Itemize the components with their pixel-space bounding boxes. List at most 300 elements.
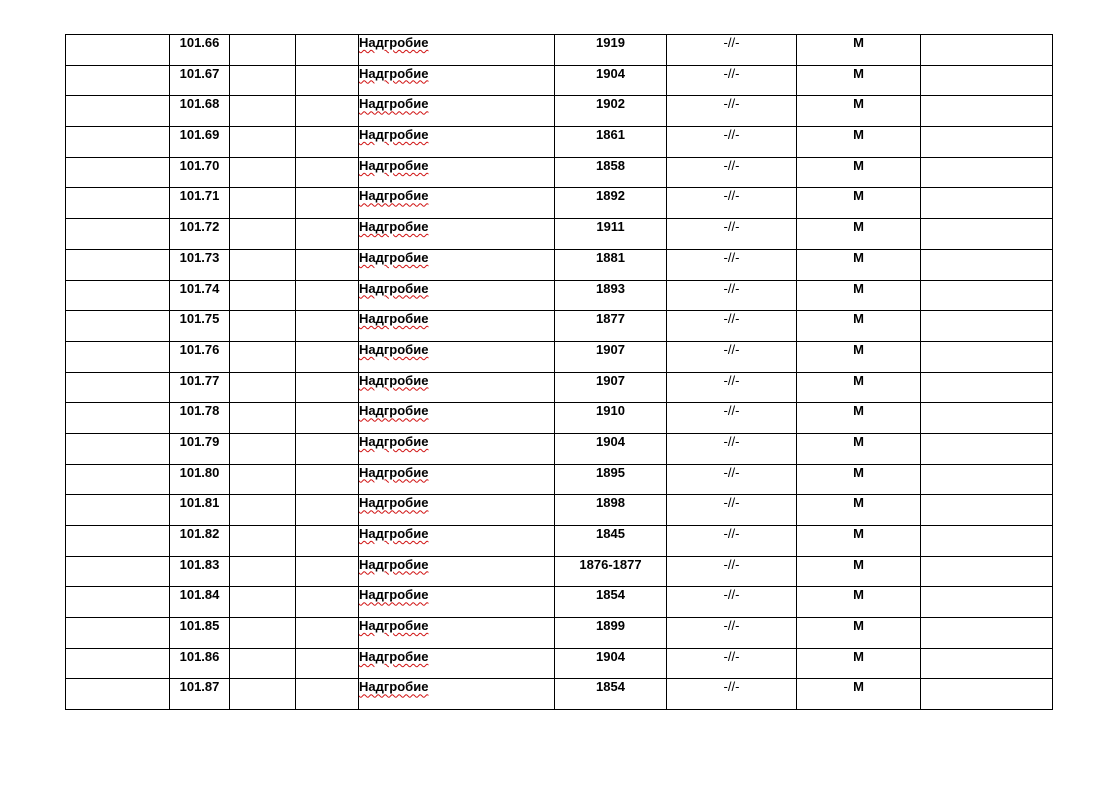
empty-cell bbox=[230, 403, 296, 434]
category-cell bbox=[797, 280, 921, 311]
empty-cell bbox=[230, 249, 296, 280]
empty-cell bbox=[230, 35, 296, 66]
empty-cell bbox=[296, 280, 359, 311]
date-text: 1904 bbox=[596, 65, 625, 81]
date-text: 1904 bbox=[596, 648, 625, 664]
date-text: 1861 bbox=[596, 127, 625, 143]
date-text: 1907 bbox=[596, 341, 625, 357]
object-name-cell bbox=[359, 495, 555, 526]
category-text: М bbox=[853, 679, 864, 695]
empty-cell bbox=[296, 648, 359, 679]
empty-cell-last bbox=[921, 96, 1053, 127]
ditto-cell bbox=[667, 127, 797, 158]
empty-cell-first bbox=[66, 587, 170, 618]
table-row bbox=[66, 556, 1053, 587]
date-text: 1854 bbox=[596, 679, 625, 695]
category-cell bbox=[797, 157, 921, 188]
inventory-number-cell bbox=[170, 35, 230, 66]
object-name-cell bbox=[359, 341, 555, 372]
ditto-text: -//- bbox=[723, 311, 740, 327]
empty-cell bbox=[296, 464, 359, 495]
empty-cell-last bbox=[921, 372, 1053, 403]
ditto-cell bbox=[667, 188, 797, 219]
date-text: 1854 bbox=[596, 587, 625, 603]
category-cell bbox=[797, 65, 921, 96]
empty-cell-last bbox=[921, 556, 1053, 587]
object-name-cell bbox=[359, 372, 555, 403]
empty-cell bbox=[296, 556, 359, 587]
ditto-text: -//- bbox=[723, 188, 740, 204]
inventory-number-cell bbox=[170, 556, 230, 587]
date-cell bbox=[555, 157, 667, 188]
empty-cell bbox=[230, 341, 296, 372]
category-cell bbox=[797, 587, 921, 618]
object-name-text: Надгробие bbox=[359, 157, 429, 173]
ditto-cell bbox=[667, 648, 797, 679]
ditto-text: -//- bbox=[723, 219, 740, 235]
object-name-cell bbox=[359, 219, 555, 250]
object-name-text: Надгробие bbox=[359, 35, 429, 50]
object-name-text: Надгробие bbox=[359, 65, 429, 81]
ditto-cell bbox=[667, 403, 797, 434]
empty-cell bbox=[296, 433, 359, 464]
category-text: М bbox=[853, 372, 864, 388]
object-name-cell bbox=[359, 403, 555, 434]
date-text: 1892 bbox=[596, 188, 625, 204]
inventory-number-cell bbox=[170, 464, 230, 495]
empty-cell bbox=[230, 65, 296, 96]
inventory-number-text: 101.82 bbox=[179, 526, 220, 541]
date-cell bbox=[555, 679, 667, 710]
object-name-cell bbox=[359, 157, 555, 188]
empty-cell bbox=[230, 526, 296, 557]
empty-cell-last bbox=[921, 495, 1053, 526]
empty-cell-last bbox=[921, 311, 1053, 342]
table-row bbox=[66, 403, 1053, 434]
inventory-number-cell bbox=[170, 219, 230, 250]
ditto-text: -//- bbox=[723, 96, 740, 112]
empty-cell bbox=[230, 556, 296, 587]
empty-cell-first bbox=[66, 464, 170, 495]
ditto-cell bbox=[667, 433, 797, 464]
object-name-cell bbox=[359, 96, 555, 127]
ditto-text: -//- bbox=[723, 556, 740, 572]
empty-cell-last bbox=[921, 35, 1053, 66]
table-row bbox=[66, 65, 1053, 96]
category-text: М bbox=[853, 433, 864, 449]
inventory-number-cell bbox=[170, 648, 230, 679]
ditto-cell bbox=[667, 219, 797, 250]
category-cell bbox=[797, 495, 921, 526]
ditto-cell bbox=[667, 280, 797, 311]
object-name-text: Надгробие bbox=[359, 219, 429, 235]
empty-cell bbox=[296, 495, 359, 526]
date-text: 1845 bbox=[596, 526, 625, 541]
inventory-number-cell bbox=[170, 157, 230, 188]
empty-cell-first bbox=[66, 127, 170, 158]
table-row bbox=[66, 648, 1053, 679]
category-text: М bbox=[853, 648, 864, 664]
empty-cell-last bbox=[921, 65, 1053, 96]
category-text: М bbox=[853, 219, 864, 235]
date-cell bbox=[555, 311, 667, 342]
empty-cell bbox=[296, 127, 359, 158]
object-name-text: Надгробие bbox=[359, 556, 429, 572]
table-row bbox=[66, 526, 1053, 557]
inventory-number-text: 101.75 bbox=[179, 311, 220, 327]
monuments-table bbox=[65, 34, 1053, 710]
category-text: М bbox=[853, 249, 864, 265]
inventory-number-text: 101.66 bbox=[179, 35, 220, 50]
ditto-cell bbox=[667, 587, 797, 618]
category-text: М bbox=[853, 65, 864, 81]
empty-cell bbox=[296, 157, 359, 188]
table-body bbox=[66, 35, 1053, 710]
table-row bbox=[66, 35, 1053, 66]
object-name-text: Надгробие bbox=[359, 341, 429, 357]
object-name-text: Надгробие bbox=[359, 96, 429, 112]
ditto-text: -//- bbox=[723, 587, 740, 603]
date-text: 1919 bbox=[596, 35, 625, 50]
empty-cell bbox=[296, 587, 359, 618]
category-text: М bbox=[853, 311, 864, 327]
inventory-number-cell bbox=[170, 127, 230, 158]
ditto-text: -//- bbox=[723, 65, 740, 81]
inventory-number-cell bbox=[170, 280, 230, 311]
object-name-cell bbox=[359, 433, 555, 464]
empty-cell bbox=[230, 127, 296, 158]
ditto-text: -//- bbox=[723, 433, 740, 449]
empty-cell-first bbox=[66, 249, 170, 280]
empty-cell bbox=[296, 403, 359, 434]
empty-cell-first bbox=[66, 341, 170, 372]
ditto-cell bbox=[667, 65, 797, 96]
ditto-cell bbox=[667, 495, 797, 526]
date-text: 1907 bbox=[596, 372, 625, 388]
category-cell bbox=[797, 648, 921, 679]
table-row bbox=[66, 127, 1053, 158]
date-cell bbox=[555, 464, 667, 495]
object-name-text: Надгробие bbox=[359, 311, 429, 327]
inventory-number-cell bbox=[170, 96, 230, 127]
table-row bbox=[66, 464, 1053, 495]
empty-cell bbox=[230, 311, 296, 342]
date-cell bbox=[555, 65, 667, 96]
empty-cell-first bbox=[66, 495, 170, 526]
empty-cell bbox=[296, 618, 359, 649]
object-name-cell bbox=[359, 618, 555, 649]
empty-cell bbox=[230, 587, 296, 618]
object-name-cell bbox=[359, 249, 555, 280]
empty-cell bbox=[230, 280, 296, 311]
inventory-number-text: 101.72 bbox=[179, 219, 220, 235]
inventory-number-text: 101.74 bbox=[179, 280, 220, 296]
object-name-text: Надгробие bbox=[359, 495, 429, 511]
table-row bbox=[66, 495, 1053, 526]
category-text: М bbox=[853, 464, 864, 480]
inventory-number-text: 101.80 bbox=[179, 464, 220, 480]
ditto-text: -//- bbox=[723, 403, 740, 419]
inventory-number-text: 101.87 bbox=[179, 679, 220, 695]
date-text: 1904 bbox=[596, 433, 625, 449]
date-text: 1902 bbox=[596, 96, 625, 112]
category-cell bbox=[797, 618, 921, 649]
ditto-cell bbox=[667, 679, 797, 710]
table-row bbox=[66, 587, 1053, 618]
empty-cell-first bbox=[66, 556, 170, 587]
table-row bbox=[66, 372, 1053, 403]
date-cell bbox=[555, 35, 667, 66]
empty-cell bbox=[296, 372, 359, 403]
ditto-cell bbox=[667, 96, 797, 127]
empty-cell bbox=[296, 679, 359, 710]
empty-cell bbox=[296, 96, 359, 127]
ditto-cell bbox=[667, 157, 797, 188]
empty-cell-last bbox=[921, 341, 1053, 372]
inventory-number-cell bbox=[170, 403, 230, 434]
inventory-number-cell bbox=[170, 679, 230, 710]
category-cell bbox=[797, 433, 921, 464]
object-name-text: Надгробие bbox=[359, 679, 429, 695]
table-row bbox=[66, 311, 1053, 342]
object-name-text: Надгробие bbox=[359, 249, 429, 265]
category-text: М bbox=[853, 341, 864, 357]
table-row bbox=[66, 433, 1053, 464]
object-name-text: Надгробие bbox=[359, 372, 429, 388]
empty-cell bbox=[296, 249, 359, 280]
empty-cell-first bbox=[66, 433, 170, 464]
date-text: 1877 bbox=[596, 311, 625, 327]
empty-cell-first bbox=[66, 157, 170, 188]
category-cell bbox=[797, 556, 921, 587]
inventory-number-cell bbox=[170, 311, 230, 342]
ditto-text: -//- bbox=[723, 679, 740, 695]
object-name-cell bbox=[359, 188, 555, 219]
empty-cell-last bbox=[921, 648, 1053, 679]
date-text: 1910 bbox=[596, 403, 625, 419]
object-name-text: Надгробие bbox=[359, 188, 429, 204]
empty-cell bbox=[230, 96, 296, 127]
table-row bbox=[66, 618, 1053, 649]
empty-cell-first bbox=[66, 526, 170, 557]
category-cell bbox=[797, 219, 921, 250]
date-cell bbox=[555, 648, 667, 679]
ditto-cell bbox=[667, 35, 797, 66]
inventory-number-cell bbox=[170, 618, 230, 649]
ditto-cell bbox=[667, 249, 797, 280]
object-name-cell bbox=[359, 65, 555, 96]
ditto-text: -//- bbox=[723, 280, 740, 296]
empty-cell-first bbox=[66, 65, 170, 96]
category-text: М bbox=[853, 280, 864, 296]
date-cell bbox=[555, 280, 667, 311]
object-name-cell bbox=[359, 35, 555, 66]
empty-cell-first bbox=[66, 679, 170, 710]
empty-cell-last bbox=[921, 219, 1053, 250]
table-row bbox=[66, 249, 1053, 280]
category-cell bbox=[797, 679, 921, 710]
category-cell bbox=[797, 526, 921, 557]
category-text: М bbox=[853, 96, 864, 112]
empty-cell bbox=[230, 679, 296, 710]
table-row bbox=[66, 280, 1053, 311]
object-name-text: Надгробие bbox=[359, 433, 429, 449]
date-cell bbox=[555, 188, 667, 219]
object-name-text: Надгробие bbox=[359, 648, 429, 664]
category-text: М bbox=[853, 587, 864, 603]
object-name-text: Надгробие bbox=[359, 618, 429, 634]
date-cell bbox=[555, 433, 667, 464]
category-text: М bbox=[853, 618, 864, 634]
ditto-cell bbox=[667, 556, 797, 587]
ditto-text: -//- bbox=[723, 249, 740, 265]
object-name-cell bbox=[359, 280, 555, 311]
inventory-number-text: 101.83 bbox=[179, 556, 220, 572]
empty-cell-last bbox=[921, 280, 1053, 311]
empty-cell bbox=[296, 526, 359, 557]
inventory-number-cell bbox=[170, 526, 230, 557]
object-name-cell bbox=[359, 587, 555, 618]
empty-cell-last bbox=[921, 403, 1053, 434]
empty-cell-last bbox=[921, 157, 1053, 188]
ditto-text: -//- bbox=[723, 464, 740, 480]
category-text: М bbox=[853, 188, 864, 204]
object-name-text: Надгробие bbox=[359, 127, 429, 143]
date-text: 1899 bbox=[596, 618, 625, 634]
date-cell bbox=[555, 249, 667, 280]
empty-cell bbox=[296, 341, 359, 372]
category-cell bbox=[797, 35, 921, 66]
category-text: М bbox=[853, 556, 864, 572]
object-name-text: Надгробие bbox=[359, 464, 429, 480]
empty-cell bbox=[230, 618, 296, 649]
inventory-number-text: 101.71 bbox=[179, 188, 220, 204]
empty-cell-first bbox=[66, 372, 170, 403]
object-name-text: Надгробие bbox=[359, 403, 429, 419]
category-text: М bbox=[853, 526, 864, 541]
inventory-number-text: 101.68 bbox=[179, 96, 220, 112]
ditto-cell bbox=[667, 341, 797, 372]
empty-cell bbox=[230, 433, 296, 464]
table-row bbox=[66, 219, 1053, 250]
empty-cell bbox=[230, 464, 296, 495]
empty-cell bbox=[296, 65, 359, 96]
date-cell bbox=[555, 403, 667, 434]
ditto-text: -//- bbox=[723, 341, 740, 357]
empty-cell-last bbox=[921, 618, 1053, 649]
ditto-text: -//- bbox=[723, 157, 740, 173]
table-row bbox=[66, 188, 1053, 219]
date-cell bbox=[555, 495, 667, 526]
ditto-cell bbox=[667, 618, 797, 649]
date-text: 1881 bbox=[596, 249, 625, 265]
ditto-text: -//- bbox=[723, 372, 740, 388]
date-text: 1895 bbox=[596, 464, 625, 480]
ditto-text: -//- bbox=[723, 495, 740, 511]
empty-cell-last bbox=[921, 249, 1053, 280]
inventory-number-text: 101.85 bbox=[179, 618, 220, 634]
inventory-number-cell bbox=[170, 65, 230, 96]
ditto-cell bbox=[667, 311, 797, 342]
inventory-number-cell bbox=[170, 587, 230, 618]
inventory-number-cell bbox=[170, 188, 230, 219]
date-text: 1911 bbox=[596, 219, 625, 235]
empty-cell bbox=[230, 188, 296, 219]
category-cell bbox=[797, 311, 921, 342]
ditto-cell bbox=[667, 464, 797, 495]
empty-cell-first bbox=[66, 280, 170, 311]
inventory-number-text: 101.78 bbox=[179, 403, 220, 419]
inventory-number-text: 101.76 bbox=[179, 341, 220, 357]
ditto-text: -//- bbox=[723, 526, 740, 541]
object-name-cell bbox=[359, 464, 555, 495]
date-text: 1893 bbox=[596, 280, 625, 296]
empty-cell bbox=[296, 311, 359, 342]
object-name-cell bbox=[359, 648, 555, 679]
category-cell bbox=[797, 341, 921, 372]
date-cell bbox=[555, 341, 667, 372]
empty-cell bbox=[230, 372, 296, 403]
date-text: 1876-1877 bbox=[579, 556, 642, 572]
date-cell bbox=[555, 618, 667, 649]
empty-cell-last bbox=[921, 587, 1053, 618]
empty-cell-last bbox=[921, 464, 1053, 495]
inventory-number-cell bbox=[170, 341, 230, 372]
category-cell bbox=[797, 372, 921, 403]
date-cell bbox=[555, 372, 667, 403]
ditto-text: -//- bbox=[723, 648, 740, 664]
inventory-number-cell bbox=[170, 433, 230, 464]
category-cell bbox=[797, 188, 921, 219]
empty-cell-last bbox=[921, 188, 1053, 219]
category-text: М bbox=[853, 403, 864, 419]
ditto-text: -//- bbox=[723, 35, 740, 50]
inventory-number-text: 101.86 bbox=[179, 648, 220, 664]
empty-cell bbox=[296, 188, 359, 219]
date-cell bbox=[555, 127, 667, 158]
date-cell bbox=[555, 587, 667, 618]
inventory-number-cell bbox=[170, 249, 230, 280]
inventory-number-text: 101.77 bbox=[179, 372, 220, 388]
category-text: М bbox=[853, 35, 864, 50]
object-name-cell bbox=[359, 556, 555, 587]
inventory-number-text: 101.79 bbox=[179, 433, 220, 449]
empty-cell bbox=[230, 495, 296, 526]
empty-cell bbox=[230, 648, 296, 679]
table-row bbox=[66, 341, 1053, 372]
inventory-number-text: 101.69 bbox=[179, 127, 220, 143]
inventory-number-text: 101.81 bbox=[179, 495, 220, 511]
empty-cell-first bbox=[66, 35, 170, 66]
category-text: М bbox=[853, 157, 864, 173]
empty-cell-first bbox=[66, 311, 170, 342]
empty-cell-last bbox=[921, 433, 1053, 464]
empty-cell bbox=[296, 219, 359, 250]
empty-cell bbox=[296, 35, 359, 66]
inventory-number-cell bbox=[170, 372, 230, 403]
empty-cell-first bbox=[66, 403, 170, 434]
object-name-text: Надгробие bbox=[359, 526, 429, 541]
category-cell bbox=[797, 403, 921, 434]
category-text: М bbox=[853, 495, 864, 511]
ditto-text: -//- bbox=[723, 127, 740, 143]
date-cell bbox=[555, 556, 667, 587]
date-text: 1898 bbox=[596, 495, 625, 511]
empty-cell-first bbox=[66, 96, 170, 127]
empty-cell-first bbox=[66, 618, 170, 649]
category-cell bbox=[797, 249, 921, 280]
date-cell bbox=[555, 526, 667, 557]
